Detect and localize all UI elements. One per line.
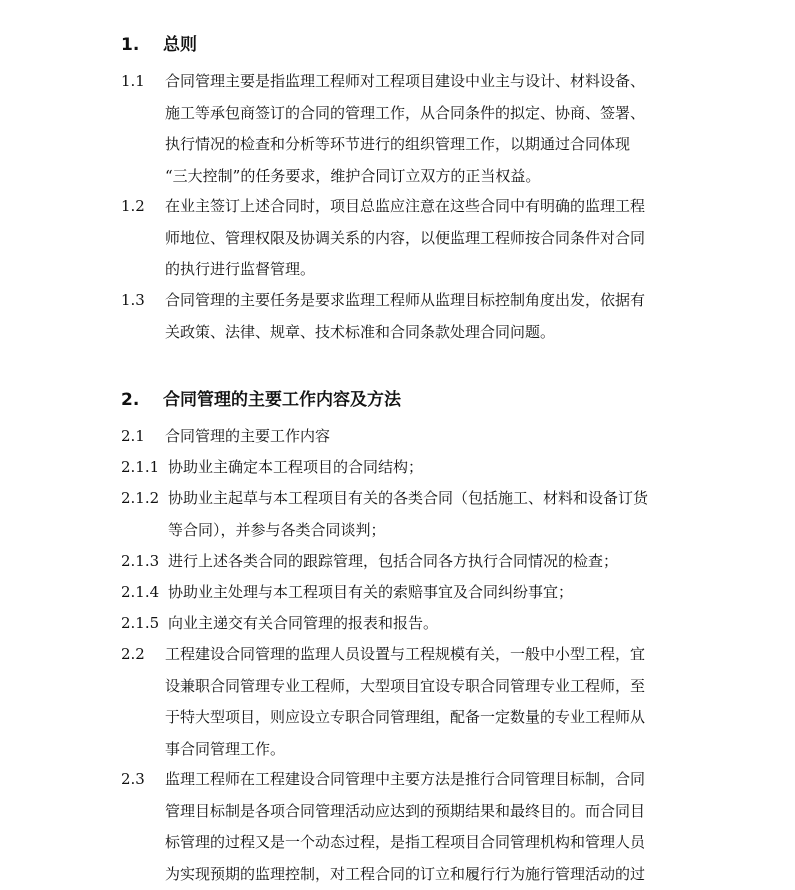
clause-number: 2.3	[121, 764, 145, 796]
clause-text	[168, 546, 678, 578]
clause-line: 协助业主确定本工程项目的合同结构；	[168, 452, 678, 484]
clause-number: 2.1.2	[121, 483, 159, 515]
clause-line: 执行情况的检查和分析等环节进行的组织管理工作，以期通过合同体现	[165, 129, 675, 161]
clause-line: 在业主签订上述合同时，项目总监应注意在这些合同中有明确的监理工程	[165, 191, 675, 223]
clause-line: 的执行进行监督管理。	[165, 254, 675, 286]
clause-line: 协助业主处理与本工程项目有关的索赔事宜及合同纠纷事宜；	[168, 577, 678, 609]
clause-line: 监理工程师在工程建设合同管理中主要方法是推行合同管理目标制，合同	[165, 764, 675, 796]
clause-text	[165, 285, 675, 348]
clause-text	[165, 66, 675, 192]
clause-line: 向业主递交有关合同管理的报表和报告。	[168, 608, 678, 640]
clause-text	[168, 452, 678, 484]
clause-line: 协助业主起草与本工程项目有关的各类合同（包括施工、材料和设备订货	[168, 483, 678, 515]
section-heading-1	[121, 33, 197, 57]
clause-number: 1.2	[121, 191, 145, 223]
section-title: 总则	[163, 35, 197, 55]
clause-line: 合同管理的主要工作内容	[165, 421, 675, 453]
clause-text	[168, 608, 678, 640]
clause-line: 师地位、管理权限及协调关系的内容，以便监理工程师按合同条件对合同	[165, 223, 675, 255]
clause-line: 为实现预期的监理控制，对工程合同的订立和履行行为施行管理活动的过	[165, 859, 675, 890]
section-number: 2.	[121, 388, 163, 412]
clause-line: 等合同），并参与各类合同谈判；	[168, 515, 678, 547]
clause-text	[168, 483, 678, 546]
clause-text	[165, 191, 675, 286]
clause-line: “三大控制”的任务要求，维护合同订立双方的正当权益。	[165, 161, 675, 193]
clause-number: 1.1	[121, 66, 145, 98]
clause-text	[165, 639, 675, 765]
clause-line: 于特大型项目，则应设立专职合同管理组，配备一定数量的专业工程师从	[165, 702, 675, 734]
clause-number: 2.1.1	[121, 452, 159, 484]
clause-text	[165, 764, 675, 890]
clause-number: 2.1	[121, 421, 145, 453]
section-heading-2	[121, 388, 401, 412]
clause-number: 2.1.4	[121, 577, 159, 609]
section-number: 1.	[121, 33, 163, 57]
clause-number: 2.1.5	[121, 608, 159, 640]
clause-line: 设兼职合同管理专业工程师，大型项目宜设专职合同管理专业工程师，至	[165, 671, 675, 703]
section-title: 合同管理的主要工作内容及方法	[163, 390, 401, 410]
clause-line: 管理目标制是各项合同管理活动应达到的预期结果和最终目的。而合同目	[165, 796, 675, 828]
clause-number: 1.3	[121, 285, 145, 317]
clause-line: 合同管理的主要任务是要求监理工程师从监理目标控制角度出发，依据有	[165, 285, 675, 317]
clause-line: 事合同管理工作。	[165, 734, 675, 766]
clause-text	[165, 421, 675, 453]
clause-line: 工程建设合同管理的监理人员设置与工程规模有关，一般中小型工程，宜	[165, 639, 675, 671]
clause-line: 进行上述各类合同的跟踪管理，包括合同各方执行合同情况的检查；	[168, 546, 678, 578]
clause-number: 2.2	[121, 639, 145, 671]
clause-line: 合同管理主要是指监理工程师对工程项目建设中业主与设计、材料设备、	[165, 66, 675, 98]
clause-line: 施工等承包商签订的合同的管理工作，从合同条件的拟定、协商、签署、	[165, 98, 675, 130]
clause-line: 标管理的过程又是一个动态过程，是指工程项目合同管理机构和管理人员	[165, 827, 675, 859]
clause-line: 关政策、法律、规章、技术标准和合同条款处理合同问题。	[165, 317, 675, 349]
clause-text	[168, 577, 678, 609]
clause-number: 2.1.3	[121, 546, 159, 578]
